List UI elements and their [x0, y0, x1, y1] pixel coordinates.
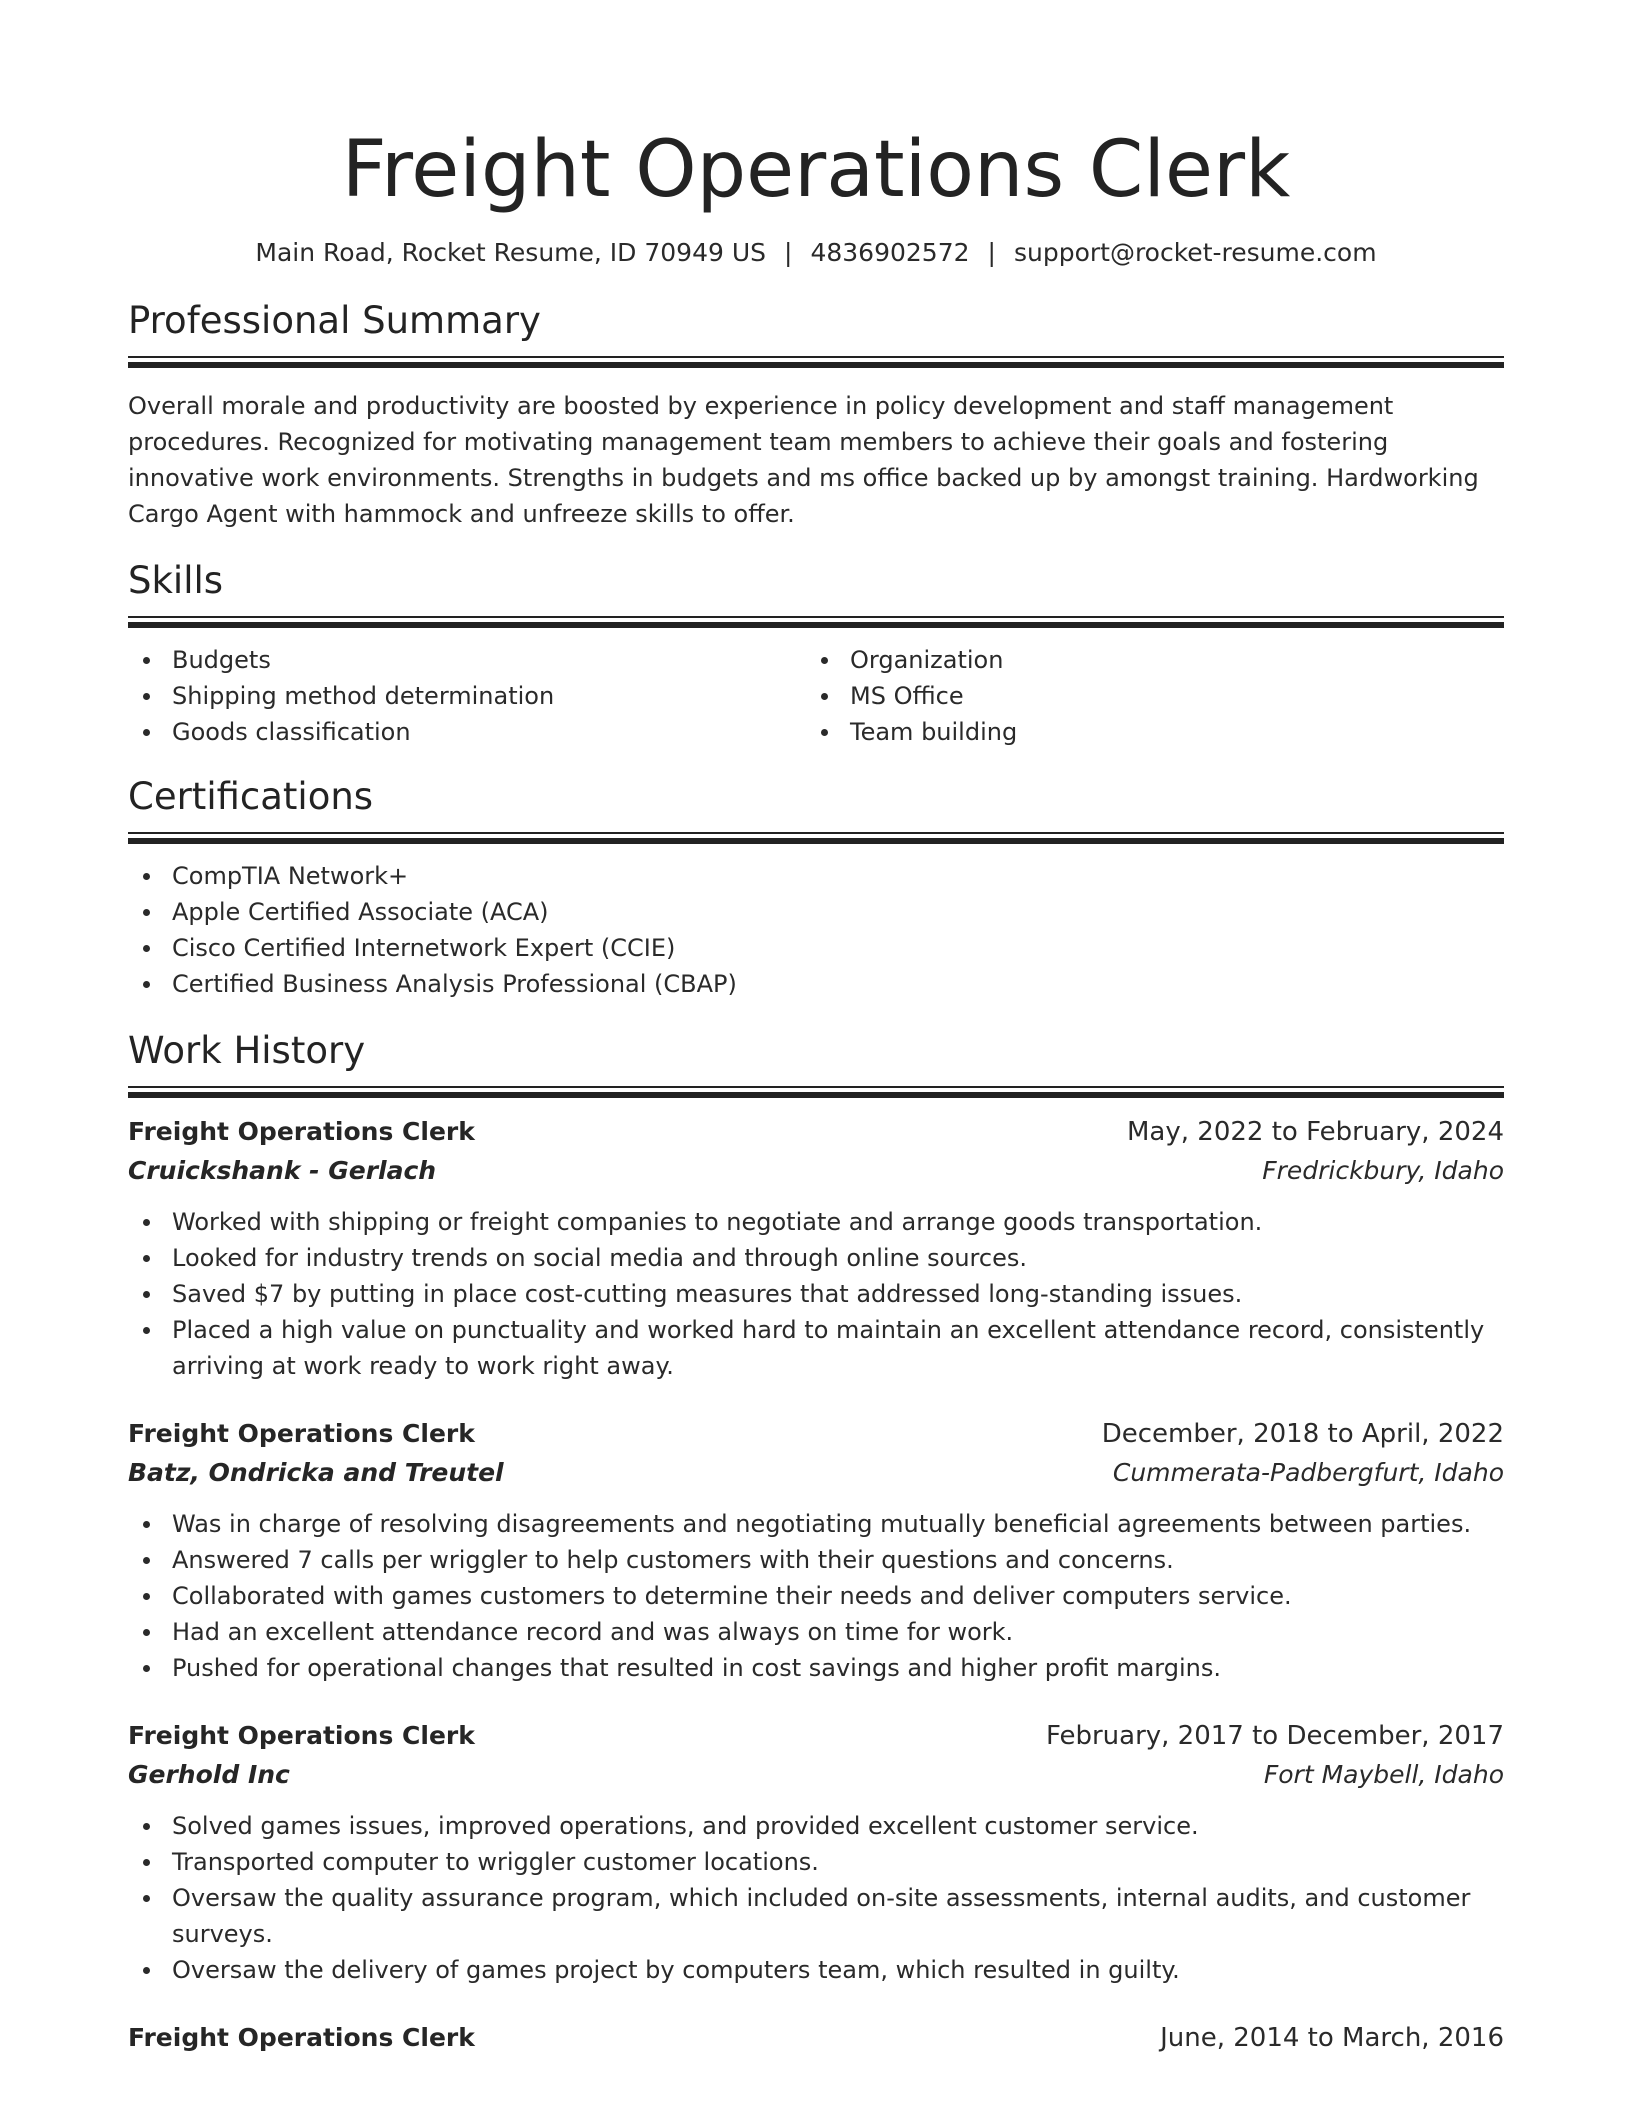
skill-item: Organization: [806, 642, 1484, 678]
job-entry: [128, 1112, 1504, 1384]
skill-item: Team building: [806, 714, 1484, 750]
section-title-skills: Skills: [128, 559, 224, 602]
summary-text: Overall morale and productivity are boosted by experience in policy development and staff management procedures. Recognized for motivating management team members to achieve their goals and fostering innovative work environments. Strengths in budgets and ms office backed up by amongst training. Hardworking Cargo Agent with hammock and unfreeze skills to offer.: [128, 392, 1479, 528]
certifications-list: [128, 858, 1504, 1002]
job-header-row: [128, 1414, 1504, 1454]
job-dates: December, 2018 to April, 2022: [1101, 1419, 1504, 1449]
job-title: Freight Operations Clerk: [128, 1419, 475, 1448]
contact-line: [128, 236, 1504, 270]
skill-item: Budgets: [128, 642, 806, 678]
section-divider: [128, 832, 1504, 842]
skills-section: [128, 558, 1504, 750]
job-duty: Solved games issues, improved operations, and provided excellent customer service.: [128, 1808, 1504, 1844]
job-location: Fredrickbury, Idaho: [1262, 1156, 1504, 1185]
job-duty: Placed a high value on punctuality and worked hard to maintain an excellent attendance record, consistently arriving at work ready to work right away.: [128, 1312, 1504, 1384]
job-duties: [128, 1808, 1504, 1988]
job-duty: Pushed for operational changes that resulted in cost savings and higher profit margins.: [128, 1650, 1504, 1686]
skills-grid: [128, 642, 1504, 750]
job-title: Freight Operations Clerk: [128, 1721, 475, 1750]
job-duty: Transported computer to wriggler customer locations.: [128, 1844, 1504, 1880]
certification-item: CompTIA Network+: [128, 858, 1504, 894]
job-header-row: [128, 2018, 1504, 2058]
job-company: Gerhold Inc: [128, 1760, 290, 1789]
section-title-summary: Professional Summary: [128, 299, 541, 342]
section-divider: [128, 1086, 1504, 1096]
job-header-row: [128, 1112, 1504, 1152]
job-duties: [128, 1204, 1504, 1384]
work-history-section: [128, 1028, 1504, 2058]
job-duty: Was in charge of resolving disagreements and negotiating mutually beneficial agreements between parties.: [128, 1506, 1504, 1542]
job-duty: Answered 7 calls per wriggler to help customers with their questions and concerns.: [128, 1542, 1504, 1578]
skill-item: MS Office: [806, 678, 1484, 714]
skills-list-right: [806, 642, 1484, 750]
resume-page: [128, 0, 1504, 2058]
job-duty: Saved $7 by putting in place cost-cutting measures that addressed long-standing issues.: [128, 1276, 1504, 1312]
job-entry: [128, 2018, 1504, 2058]
certification-item: Certified Business Analysis Professional (CBAP): [128, 966, 1504, 1002]
job-company-row: [128, 1756, 1504, 1794]
section-divider: [128, 356, 1504, 366]
job-dates: June, 2014 to March, 2016: [1160, 2023, 1504, 2053]
certification-item: Apple Certified Associate (ACA): [128, 894, 1504, 930]
job-entry: [128, 1716, 1504, 1988]
certifications-section: [128, 774, 1504, 1002]
contact-separator: |: [987, 238, 996, 267]
job-duty: Collaborated with games customers to determine their needs and deliver computers service.: [128, 1578, 1504, 1614]
certification-item: Cisco Certified Internetwork Expert (CCIE): [128, 930, 1504, 966]
job-entry: [128, 1414, 1504, 1686]
skill-item: Goods classification: [128, 714, 806, 750]
job-company: Cruickshank - Gerlach: [128, 1156, 437, 1185]
job-dates: May, 2022 to February, 2024: [1127, 1117, 1504, 1147]
section-title-work-history: Work History: [128, 1029, 366, 1072]
job-title: Freight Operations Clerk: [128, 2023, 475, 2052]
contact-address: Main Road, Rocket Resume, ID 70949 US: [255, 238, 767, 267]
job-duty: Had an excellent attendance record and was always on time for work.: [128, 1614, 1504, 1650]
job-company-row: [128, 1454, 1504, 1492]
job-dates: February, 2017 to December, 2017: [1045, 1721, 1504, 1751]
job-duty: Looked for industry trends on social media and through online sources.: [128, 1240, 1504, 1276]
job-duty: Oversaw the quality assurance program, which included on-site assessments, internal audits, and customer surveys.: [128, 1880, 1504, 1952]
job-duty: Worked with shipping or freight companies to negotiate and arrange goods transportation.: [128, 1204, 1504, 1240]
job-company: Batz, Ondricka and Treutel: [128, 1458, 504, 1487]
job-company-row: [128, 1152, 1504, 1190]
summary-section: [128, 298, 1504, 532]
section-divider: [128, 616, 1504, 626]
job-duties: [128, 1506, 1504, 1686]
job-duty: Oversaw the delivery of games project by computers team, which resulted in guilty.: [128, 1952, 1504, 1988]
job-location: Fort Maybell, Idaho: [1263, 1760, 1504, 1789]
skill-item: Shipping method determination: [128, 678, 806, 714]
skills-list-left: [128, 642, 806, 750]
candidate-name: Freight Operations Clerk: [341, 125, 1291, 215]
job-location: Cummerata-Padbergfurt, Idaho: [1112, 1458, 1504, 1487]
contact-separator: |: [784, 238, 793, 267]
section-title-certifications: Certifications: [128, 775, 374, 818]
contact-email[interactable]: support@rocket-resume.com: [1013, 238, 1377, 267]
job-title: Freight Operations Clerk: [128, 1117, 475, 1146]
job-header-row: [128, 1716, 1504, 1756]
contact-phone: 4836902572: [810, 238, 970, 267]
